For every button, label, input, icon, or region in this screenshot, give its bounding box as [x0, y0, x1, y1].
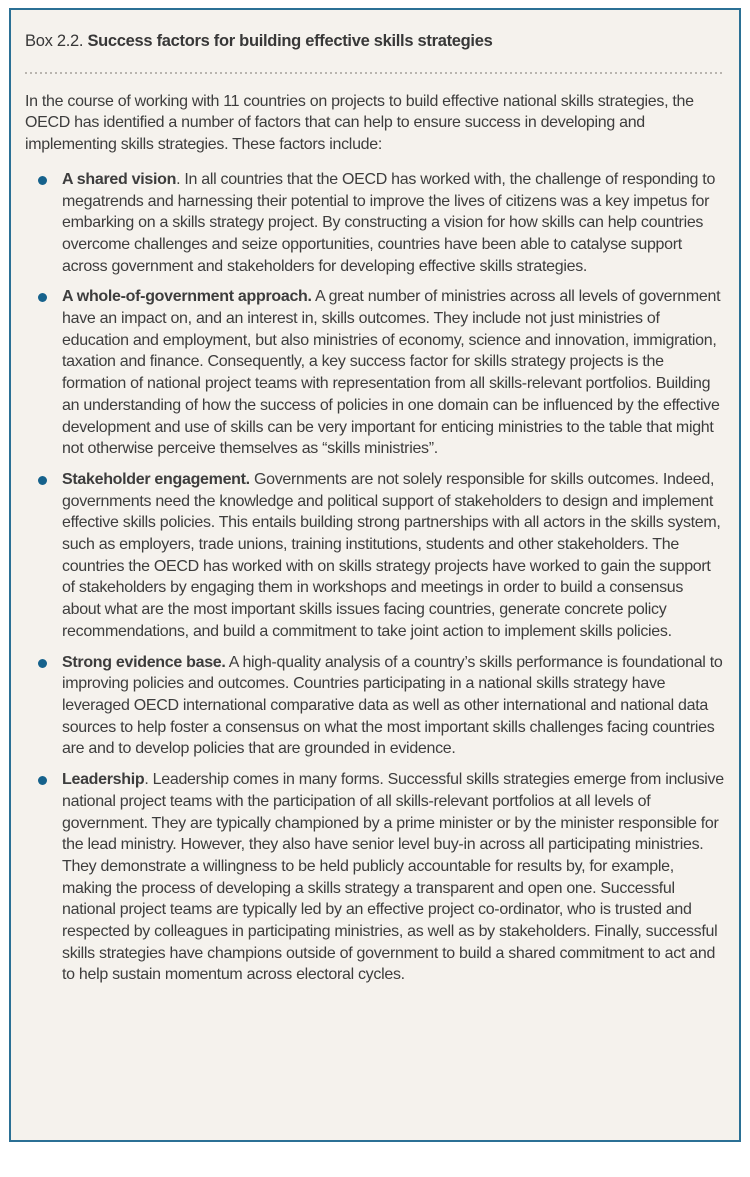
box-title: [25, 31, 725, 53]
box-2-2: [9, 8, 741, 1142]
list-item: [25, 169, 725, 278]
bullet-text: A high-quality analysis of a country’s skills performance is foundational to improving policies and outcomes. Countries participating in a national skills strategy have leveraged OECD international comparative data as well as other international and national data sources to help foster a consensus on what the most important skills challenges facing countries are and to develop policies that are grounded in evidence.: [62, 653, 723, 758]
bullet-icon: [38, 659, 47, 668]
bullet-list: [25, 169, 725, 986]
bullet-icon: [38, 293, 47, 302]
dotted-separator: [25, 72, 724, 74]
bullet-text: . In all countries that the OECD has worked with, the challenge of responding to megatrends and harnessing their potential to improve the lives of citizens was a key impetus for embarking on a skills strategy project. By constructing a vision for how skills can help countries overcome challenges and seize opportunities, countries have been able to catalyse support across government and stakeholders for developing effective skills strategies.: [62, 170, 716, 275]
bullet-text: A great number of ministries across all levels of government have an impact on, and an interest in, skills outcomes. They include not just ministries of education and employment, but also ministries of economy, science and innovation, immigration, taxation and finance. Consequently, a key success factor for skills strategy projects is the formation of national project teams with representation from all skills-relevant portfolios. Building an understanding of how the success of policies in one domain can be influenced by the effective development and use of skills can be very important for enticing ministries to the table that might not otherwise perceive themselves as “skills ministries”.: [62, 288, 721, 458]
bullet-lead: Strong evidence base.: [62, 653, 226, 671]
box-label: Box 2.2.: [25, 32, 84, 50]
bullet-icon: [38, 776, 47, 785]
bullet-lead: Leadership: [62, 771, 145, 789]
bullet-lead: Stakeholder engagement.: [62, 470, 250, 488]
bullet-icon: [38, 176, 47, 185]
list-item: [25, 652, 725, 761]
intro-paragraph: In the course of working with 11 countries on projects to build effective national skills strategies, the OECD has identified a number of factors that can help to ensure success in developing and implementing skills strategies. These factors include:: [25, 92, 694, 154]
bullet-text: Governments are not solely responsible for skills outcomes. Indeed, governments need the knowledge and political support of stakeholders to design and implement effective skills policies. This entails building strong partnerships with all actors in the skills system, such as employers, trade unions, training institutions, students and other stakeholders. The countries the OECD has worked with on skills strategy projects have worked to gain the support of stakeholders by engaging them in workshops and meetings in order to build a consensus about what are the most important skills issues facing countries, generate concrete policy recommendations, and build a commitment to take joint action to implement skills policies.: [62, 470, 721, 640]
list-item: [25, 469, 725, 643]
bullet-text: . Leadership comes in many forms. Successful skills strategies emerge from inclusive national project teams with the participation of all skills-relevant portfolios at all levels of government. They are typically championed by a prime minister or by the minister responsible for the lead ministry. However, they also have senior level buy-in across all participating ministries. They demonstrate a willingness to be held publicly accountable for results by, for example, making the process of developing a skills strategy a transparent and open one. Successful national project teams are typically led by an effective project co-ordinator, who is trusted and respected by colleagues in participating ministries, as well as by stakeholders. Finally, successful skills strategies have champions outside of government to build a shared commitment to act and to help sustain momentum across electoral cycles.: [62, 771, 724, 984]
bullet-icon: [38, 476, 47, 485]
box-title-text: Success factors for building effective skills strategies: [87, 32, 493, 50]
bullet-lead: A shared vision: [62, 170, 177, 188]
list-item: [25, 769, 725, 986]
list-item: [25, 286, 725, 460]
bullet-lead: A whole-of-government approach.: [62, 288, 312, 306]
